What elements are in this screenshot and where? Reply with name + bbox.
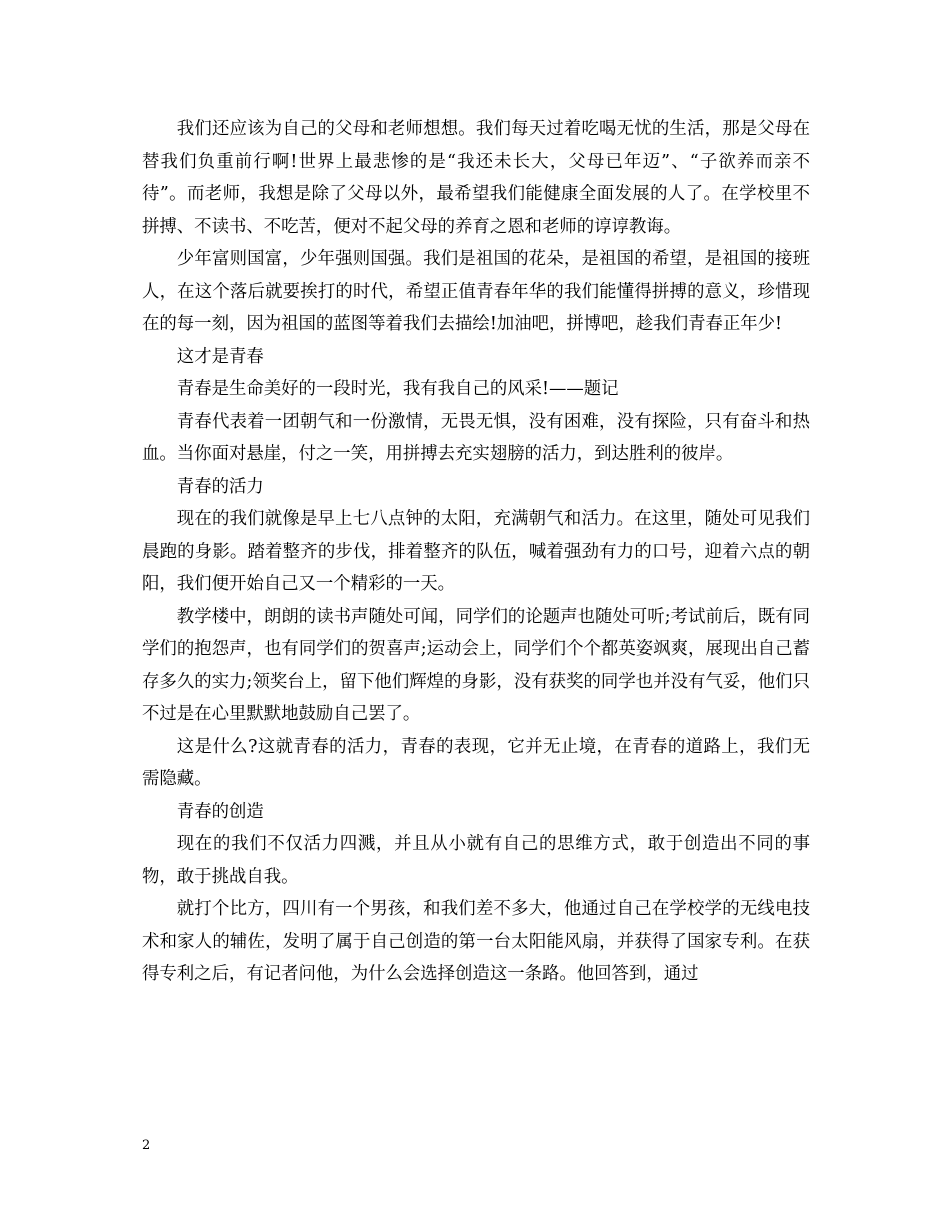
paragraph-parents-teachers: 我们还应该为自己的父母和老师想想。我们每天过着吃喝无忧的生活，那是父母在替我们负重前行啊!世界上最悲惨的是“我还未长大，父母已年迈”、“子欲养而亲不待”。而老师，我想是除了父母以外，最希望我们能健康全面发展的人了。在学校里不拼搏、不读书、不吃苦，便对不起父母的养育之恩和老师的谆谆教诲。 [142, 119, 810, 237]
section-heading-this-is-youth: 这才是青春 [176, 346, 264, 367]
page-number: 2 [142, 1138, 151, 1153]
paragraph-sichuan-boy: 就打个比方，四川有一个男孩，和我们差不多大，他通过自己在学校学的无线电技术和家人的辅佐，发明了属于自己创造的第一台太阳能风扇，并获得了国家专利。在获得专利之后，有记者问他，为什么会选择创造这一条路。他回答到，通过 [142, 899, 810, 984]
document-body [142, 113, 810, 991]
paragraph-youth-nation: 少年富则国富，少年强则国强。我们是祖国的花朵，是祖国的希望，是祖国的接班人，在这个落后就要挨打的时代，希望正值青春年华的我们能懂得拼搏的意义，珍惜现在的每一刻，因为祖国的蓝图等着我们去描绘!加油吧，拼博吧，趁我们青春正年少! [142, 249, 810, 334]
paragraph-what-is-this: 这是什么?这就青春的活力，青春的表现，它并无止境，在青春的道路上，我们无需隐藏。 [142, 736, 810, 789]
paragraph-creative-thinking: 现在的我们不仅活力四溅，并且从小就有自己的思维方式，敢于创造出不同的事物，敢于挑战自我。 [142, 834, 810, 887]
section-heading-vitality: 青春的活力 [176, 476, 264, 497]
paragraph-morning-sun: 现在的我们就像是早上七八点钟的太阳，充满朝气和活力。在这里，随处可见我们晨跑的身影。踏着整齐的步伐，排着整齐的队伍，喊着强劲有力的口号，迎着六点的朝阳，我们便开始自己又一个精彩的一天。 [142, 509, 810, 594]
paragraph-teaching-building: 教学楼中，朗朗的读书声随处可闻，同学们的论题声也随处可听;考试前后，既有同学们的抱怨声，也有同学们的贺喜声;运动会上，同学们个个都英姿飒爽，展现出自己蓄存多久的实力;领奖台上，留下他们辉煌的身影，没有获奖的同学也并没有气妥，他们只不过是在心里默默地鼓励自己罢了。 [142, 606, 810, 724]
paragraph-youth-represents: 青春代表着一团朝气和一份激情，无畏无惧，没有困难，没有探险，只有奋斗和热血。当你面对悬崖，付之一笑，用拼搏去充实翅膀的活力，到达胜利的彼岸。 [142, 411, 810, 464]
section-heading-creativity: 青春的创造 [176, 801, 264, 822]
epigraph: 青春是生命美好的一段时光，我有我自己的风采!——题记 [176, 379, 619, 399]
